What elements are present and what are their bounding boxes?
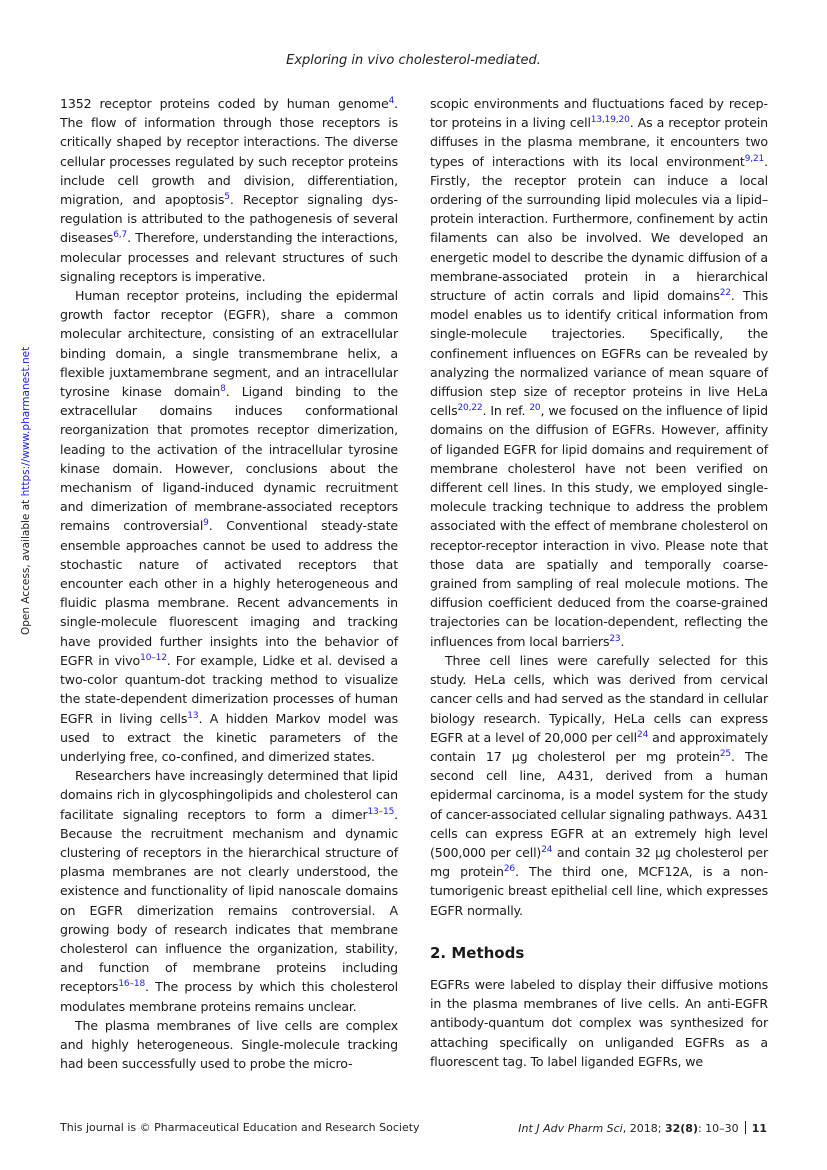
text: Researchers have increasingly determined that lipid domains rich in glycosphingolipids and cholesterol can facilitate signaling receptors to form a dimer [60,768,398,822]
paragraph [60,286,398,766]
citation-link[interactable]: 25 [719,748,731,759]
text: , we focused on the influence of lipid domains on the diffusion of EGFRs. However, affinity of liganded EGFR for lipid domains and requirement of membrane cholesterol have not been verified on different cell lines. In this study, we employed single-molecule tracking technique to address the problem associated with the effect of membrane cholesterol on receptor-receptor interaction in vivo. Please note that those data are spatially and temporally coarse-grained from sampling of real molecule motions. The diffusion coefficient deduced from the coarse-grained trajectories can be location-dependent, reflecting the influences from local barriers [430,403,768,649]
text: . As a receptor protein diffuses in the plasma membrane, it encounters two types of interactions with its local environment [430,115,768,169]
citation-link[interactable]: 5 [224,192,230,203]
citation-link[interactable]: 26 [503,864,516,875]
citation-link[interactable]: 9,21 [744,153,765,164]
citation-link[interactable]: 20,22 [457,403,483,414]
year: , 2018; [622,1122,665,1135]
footer-copyright: This journal is © Pharmaceutical Education and Research Society [60,1121,420,1134]
citation-link[interactable]: 13,19,20 [590,115,630,126]
citation-link[interactable]: 4 [388,96,395,106]
text: 1352 receptor proteins coded by human genome [60,96,389,111]
text: . Receptor signaling dysregulation is attributed to the pathogenesis of several diseases [60,192,398,246]
page-range: : 10–30 [697,1122,739,1135]
text: . Because the recruitment mechanism and dynamic clustering of receptors in the hierarchical structure of plasma membranes are not clearly understood, the existence and functionality of lipid nanoscale domains on EGFR dimerization remains controversial. A growing body of research indicates that membrane cholesterol can influence the organization, stability, and function of membrane proteins including receptors [60,806,398,995]
paragraph [430,651,768,920]
citation-link[interactable]: 16–18 [118,979,146,990]
page-number: 11 [751,1122,767,1135]
text: . Firstly, the receptor protein can induce a local ordering of the surrounding lipid molecules via a lipid–protein interaction. Furthermore, confinement by actin filaments can also be involved. We developed an energetic model to describe the dynamic diffusion of a membrane-associated protein in a hierarchical structure of actin corrals and lipid domains [430,153,768,304]
text: . The process by which this cholesterol modulates membrane proteins remains unclear. [60,979,398,1014]
right-column [430,94,768,1071]
text: . This model enables us to identify critical information from single-molecule trajectories. Specifically, the confinement influences on EGFRs can be revealed by analyzing the normalized variance of mean square of diffusion step size of receptor proteins in live HeLa cells [430,288,769,419]
citation-link[interactable]: 8 [220,384,226,395]
text: scopic environments and fluctuations faced by receptor proteins in a living cell [430,96,768,131]
text: EGFRs were labeled to display their diffusive motions in the plasma membranes of live cells. An anti-EGFR antibody-quantum dot complex was synthesized for attaching specifically on unliganded EGFRs as a fluorescent tag. To label liganded EGFRs, we [430,976,768,1069]
text: and approximately contain 17 μg cholesterol per mg protein [430,729,769,764]
citation-link[interactable]: 10–12 [140,652,167,663]
journal-website-link[interactable]: https://www.pharmanest.net [20,346,32,497]
text: . The flow of information through those receptors is critically shaped by receptor interactions. The diverse cellular processes regulated by such receptor proteins include cell growth and division, differentiation, migration, and apoptosis [60,96,398,208]
citation-link[interactable]: 13 [187,710,199,721]
divider [745,1121,746,1134]
paragraph [430,975,768,1071]
paragraph [60,766,398,1016]
paragraph [430,94,768,651]
text: Three cell lines were carefully selected for this study. HeLa cells, which was derived from cervical cancer cells and had served as the standard in cellular biology research. Typically, HeLa cells can express EGFR at a level of 20,000 per cell [430,652,768,745]
text: The plasma membranes of live cells are complex and highly heterogeneous. Single-molecule tracking had been successfully used to probe the micro- [60,1017,398,1072]
open-access-note [20,347,32,635]
citation-link[interactable]: 22 [719,288,731,299]
text: Human receptor proteins, including the epidermal growth factor receptor (EGFR), share a common molecular architecture, consisting of an extracellular binding domain, a single transmembrane helix, a flexible juxtamembrane segment, and an intracellular tyrosine kinase domain [60,288,398,400]
volume-issue: 32(8) [664,1122,698,1135]
paragraph [60,94,398,286]
text: . For example, Lidke et al. devised a two-color quantum-dot tracking method to visualize the state-dependent dimerization processes of human EGFR in living cells [60,652,398,726]
text: . In ref. [482,403,530,419]
citation-link[interactable]: 23 [609,633,621,644]
text: . A hidden Markov model was used to extract the kinetic parameters of the underlying free, co-confined, and dimerized states. [60,710,399,764]
citation-link[interactable]: 9 [203,518,209,529]
text: . Ligand binding to the extracellular domains induces conformational reorganization that promotes receptor dimerization, leading to the activation of the intracellular tyrosine kinase domain. However, conclusions about the mechanism of ligand-induced dynamic recruitment and dimerization of membrane-associated receptors remains controversial [60,384,398,534]
text: . Therefore, understanding the interactions, molecular processes and relevant structures of such signaling receptors is imperative. [60,230,398,284]
text: . Conventional steady-state ensemble approaches cannot be used to address the stochastic nature of activated receptors that encounter each other in a highly heterogeneous and fluidic plasma membrane. Recent advancements in single-molecule fluorescent imaging and tracking have provided further insights into the behavior of EGFR in vivo [60,518,398,668]
citation-link[interactable]: 24 [637,729,649,740]
running-head: Exploring in vivo cholesterol-mediated. [286,53,541,68]
footer-citation [518,1121,767,1135]
citation-link[interactable]: 13–15 [367,806,395,817]
paragraph [60,1016,398,1074]
open-access-label: Open Access, available at [20,496,32,635]
citation-link[interactable]: 6,7 [113,230,128,241]
text: . The third one, MCF12A, is a non-tumorigenic breast epithelial cell line, which expresses EGFR normally. [430,864,768,918]
text: and contain 32 μg cholesterol per mg protein [430,844,768,880]
citation-link[interactable]: 20 [529,403,541,414]
text: . The second cell line, A431, derived from a human epidermal carcinoma, is a model system for the study of cancer-associated cellular signaling pathways. A431 cells can express EGFR at an extremely high level (500,000 per cell) [430,748,768,860]
citation-link[interactable]: 24 [541,844,553,855]
section-heading-methods: 2. Methods [430,943,525,962]
journal-name: Int J Adv Pharm Sci [518,1122,623,1135]
left-column [60,94,398,1073]
text: . [620,633,625,649]
